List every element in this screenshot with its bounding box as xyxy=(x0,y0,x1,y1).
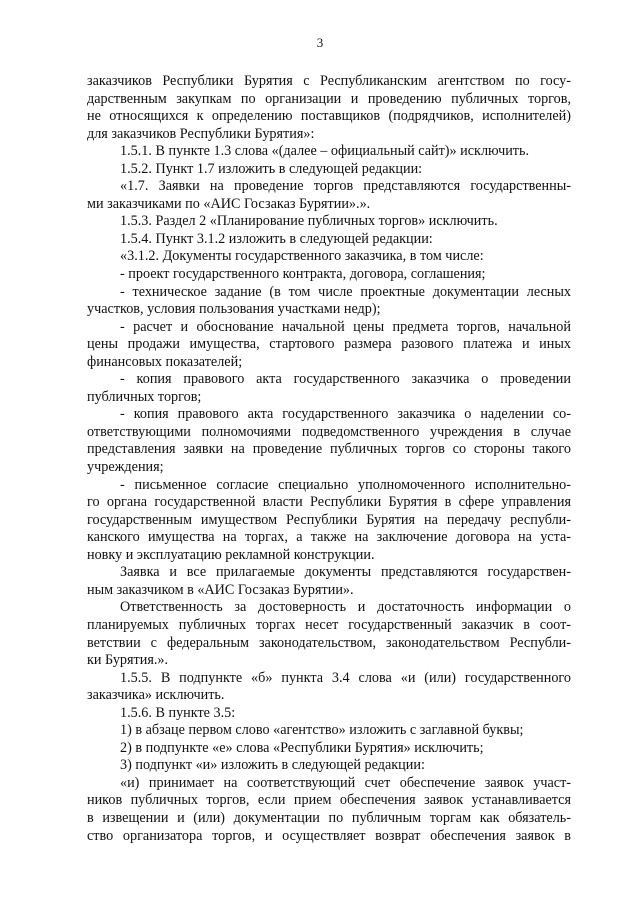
text-line: дарственным закупкам по организации и проведению публичных торгов, xyxy=(87,90,571,107)
text-line: учреждения; xyxy=(87,459,164,476)
text-line: - техническое задание (в том числе проектные документации лесных xyxy=(120,283,571,300)
text-line: 3) подпункт «и» изложить в следующей редакции: xyxy=(120,757,425,774)
text-line: го органа государственной власти Республики Бурятия в сфере управления xyxy=(87,494,571,511)
text-line: для заказчиков Республики Бурятия»: xyxy=(87,125,315,142)
text-line: - копия правового акта государственного заказчика о наделении со- xyxy=(120,406,571,423)
text-line: Ответственность за достоверность и достаточность информации о xyxy=(120,599,571,616)
text-line: ветствии с федеральным законодательством, законодательством Республи- xyxy=(87,634,571,651)
page-number: 3 xyxy=(316,35,324,50)
text-line: 1.5.5. В подпункте «б» пункта 3.4 слова «и (или) государственного xyxy=(120,669,571,686)
text-line: ным заказчиком в «АИС Госзаказ Бурятии». xyxy=(87,581,354,598)
text-line: 1.5.3. Раздел 2 «Планирование публичных торгов» исключить. xyxy=(120,213,498,230)
text-line: представления заявки на проведение публичных торгов со стороны такого xyxy=(87,441,571,458)
text-line: 1.5.2. Пункт 1.7 изложить в следующей редакции: xyxy=(120,160,423,177)
text-line: финансовых показателей; xyxy=(87,353,243,370)
document-body xyxy=(87,73,571,845)
text-line: «3.1.2. Документы государственного заказчика, в том числе: xyxy=(120,248,484,265)
text-line: - копия правового акта государственного заказчика о проведении xyxy=(120,371,571,388)
text-line: участков, условия пользования участками недр); xyxy=(87,301,381,318)
text-line: - письменное согласие специально уполномоченного исполнительно- xyxy=(120,476,571,493)
text-line: канского имущества на торгах, а также на заключение договора на уста- xyxy=(87,529,571,546)
text-line: 1) в абзаце первом слово «агентство» изложить с заглавной буквы; xyxy=(120,722,524,739)
text-line: - расчет и обоснование начальной цены предмета торгов, начальной xyxy=(120,318,571,335)
text-line: 1.5.4. Пункт 3.1.2 изложить в следующей редакции: xyxy=(120,230,433,247)
text-line: ников публичных торгов, если прием обеспечения заявок устанавливается xyxy=(87,792,571,809)
text-line: планируемых публичных торгах несет государственный заказчик в соот- xyxy=(87,616,571,633)
text-line: новку и эксплуатацию рекламной конструкции. xyxy=(87,546,375,563)
text-line: в извещении и (или) документации по публичным торгам как обязатель- xyxy=(87,809,571,826)
text-line: заказчика» исключить. xyxy=(87,687,225,704)
text-line: цены продажи имущества, стартового размера разового платежа и иных xyxy=(87,336,571,353)
text-line: 2) в подпункте «е» слова «Республики Бурятия» исключить; xyxy=(120,739,484,756)
text-line: заказчиков Республики Бурятия с Республиканским агентством по госу- xyxy=(87,73,571,89)
text-line: Заявка и все прилагаемые документы представляются государствен- xyxy=(120,564,571,581)
text-line: государственным имуществом Республики Бурятия на передачу республи- xyxy=(87,511,571,528)
text-line: 1.5.6. В пункте 3.5: xyxy=(120,704,236,721)
text-line: публичных торгов; xyxy=(87,388,202,405)
text-line: не относящихся к определению поставщиков (подрядчиков, исполнителей) xyxy=(87,108,571,125)
text-line: ми заказчиками по «АИС Госзаказ Бурятии».». xyxy=(87,195,371,212)
text-line: - проект государственного контракта, договора, соглашения; xyxy=(120,266,486,283)
text-line: ство организатора торгов, и осуществляет возврат обеспечения заявок в xyxy=(87,827,571,844)
text-line: ответствующими полномочиями подведомственного учреждения в случае xyxy=(87,423,571,440)
text-line: ки Бурятия.». xyxy=(87,652,169,669)
text-line: «1.7. Заявки на проведение торгов представляются государственны- xyxy=(120,178,571,195)
text-line: «и) принимает на соответствующий счет обеспечение заявок участ- xyxy=(120,774,571,791)
text-line: 1.5.1. В пункте 1.3 слова «(далее – официальный сайт)» исключить. xyxy=(120,143,530,160)
